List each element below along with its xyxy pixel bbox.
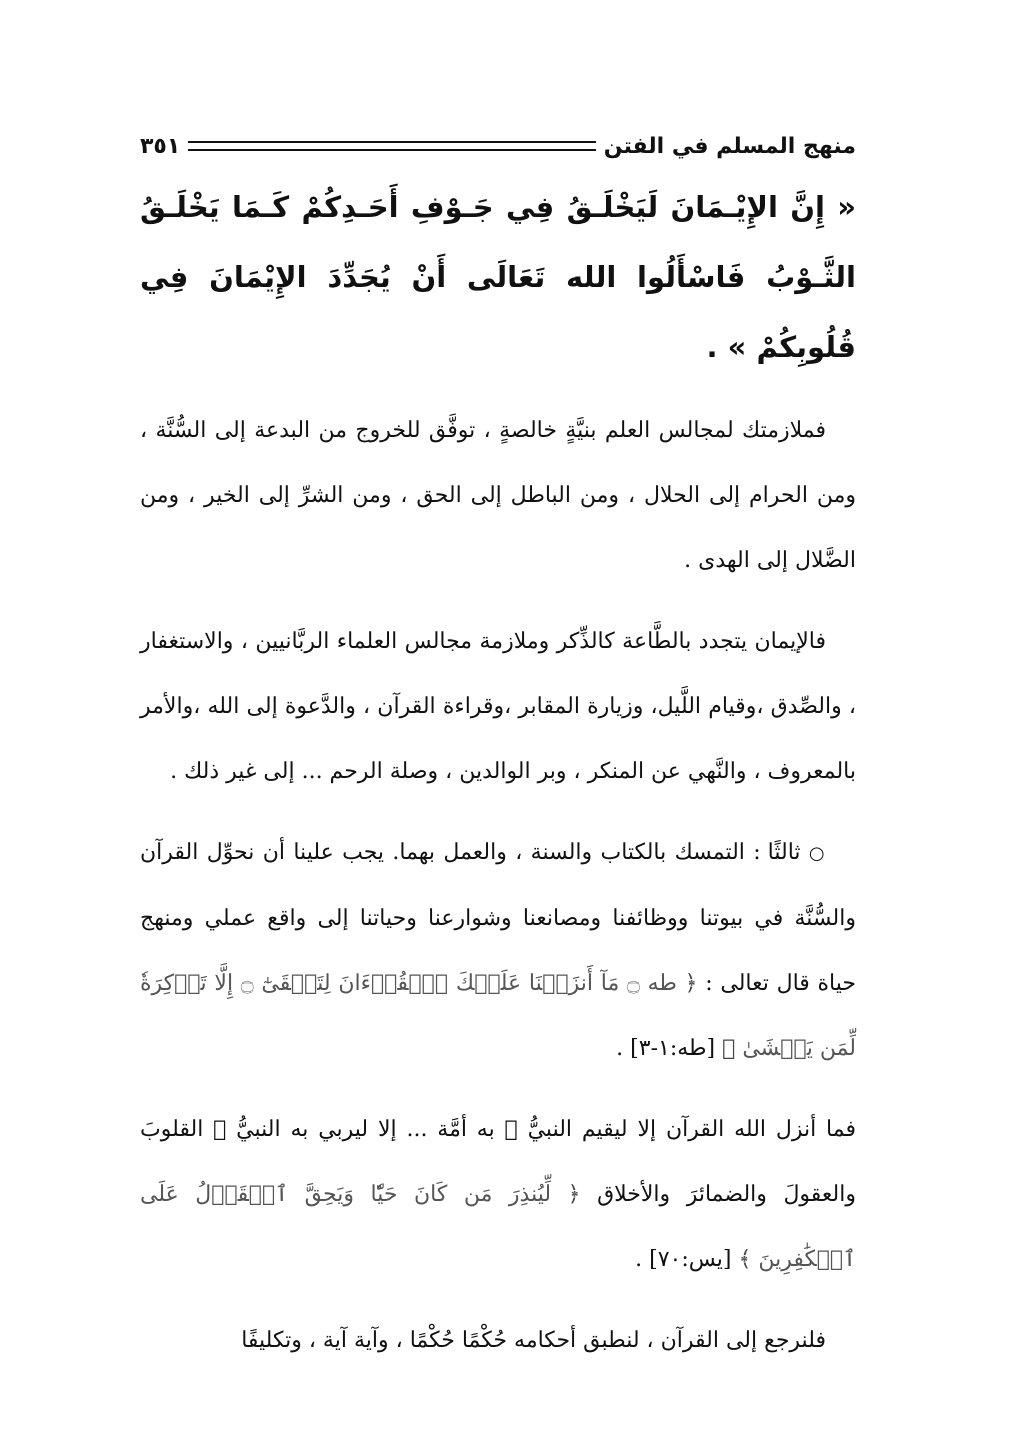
page-body bbox=[140, 172, 856, 1373]
paragraph-5: فلنرجع إلى القرآن ، لنطبق أحكامه حُكْمًا حُكْمًا ، وآية آية ، وتكليفًا bbox=[241, 1328, 826, 1353]
verse-reference: [طه:١-٣] . bbox=[616, 1036, 716, 1061]
quran-verse: طه ۝ مَآ أَنزَلۡنَا عَلَيۡكَ ٱلۡقُرۡءَانَ لِتَشۡقَىٰٓ ۝ إِلَّا تَذۡكِرَةٗ لِّمَن يَخۡشَىٰ bbox=[140, 971, 856, 1061]
verse-open-bracket: ﴿ bbox=[684, 971, 698, 996]
verse-close-bracket: ﴾ bbox=[722, 1036, 736, 1061]
running-header bbox=[140, 128, 856, 164]
verse-reference: [يس:٧٠] . bbox=[635, 1247, 732, 1272]
header-rule bbox=[188, 141, 595, 151]
bullet-icon: ○ bbox=[808, 843, 826, 864]
book-title: منهج المسلم في الفتن bbox=[603, 133, 856, 159]
paragraph-4-text: فما أنزل الله القرآن إلا ليقيم النبيُّ ﷺ به أمَّة ... إلا ليربي به النبيُّ ﷺ القلوبَ والعقولَ والضمائرَ والأخلاق bbox=[140, 1117, 856, 1207]
verse-open-bracket: ﴿ bbox=[567, 1182, 581, 1207]
paragraph-3 bbox=[140, 820, 856, 1081]
paragraph-4 bbox=[140, 1097, 856, 1292]
paragraph-2: فالإيمان يتجدد بالطَّاعة كالذِّكر وملازمة مجالس العلماء الربَّانيين ، والاستغفار ، والصِّدق ،وقيام اللَّيل، وزيارة المقابر ،وقراءة القرآن ، والدَّعوة إلى الله ،والأمر بالمعروف ، والنَّهي عن المنكر ، وبر الوالدين ، وصلة الرحم ... إلى غير ذلك . bbox=[140, 629, 856, 784]
quran-verse: لِّيُنذِرَ مَن كَانَ حَيّٗا وَيَحِقَّ ٱلۡقَوۡلُ عَلَى ٱلۡكَٰفِرِينَ bbox=[140, 1182, 856, 1272]
verse-close-bracket: ﴾ bbox=[738, 1247, 752, 1272]
page-number: ٣٥١ bbox=[140, 133, 181, 159]
hadith-quote: « إِنَّ الإِيْـمَانَ لَيَخْلَـقُ فِي جَـوْفِ أَحَـدِكُمْ كَـمَا يَخْلَـقُ الثَّـوْبُ فَاسْأَلُوا الله تَعَالَى أَنْ يُجَدِّدَ الإِيْمَانَ فِي قُلُوبِكُمْ » . bbox=[140, 190, 856, 364]
paragraph-3-text: ثالثًا : التمسك بالكتاب والسنة ، والعمل بهما. يجب علينا أن نحوِّل القرآن والسُّنَّة في بيوتنا ووظائفنا ومصانعنا وشوارعنا وحياتنا إلى واقع عملي ومنهج حياة قال تعالى : bbox=[140, 840, 856, 996]
paragraph-1: فملازمتك لمجالس العلم بنيَّةٍ خالصةٍ ، توفَّق للخروج من البدعة إلى السُّنَّة ، ومن الحرام إلى الحلال ، ومن الباطل إلى الحق ، ومن الشرِّ إلى الخير ، ومن الضَّلال إلى الهدى . bbox=[140, 418, 856, 573]
